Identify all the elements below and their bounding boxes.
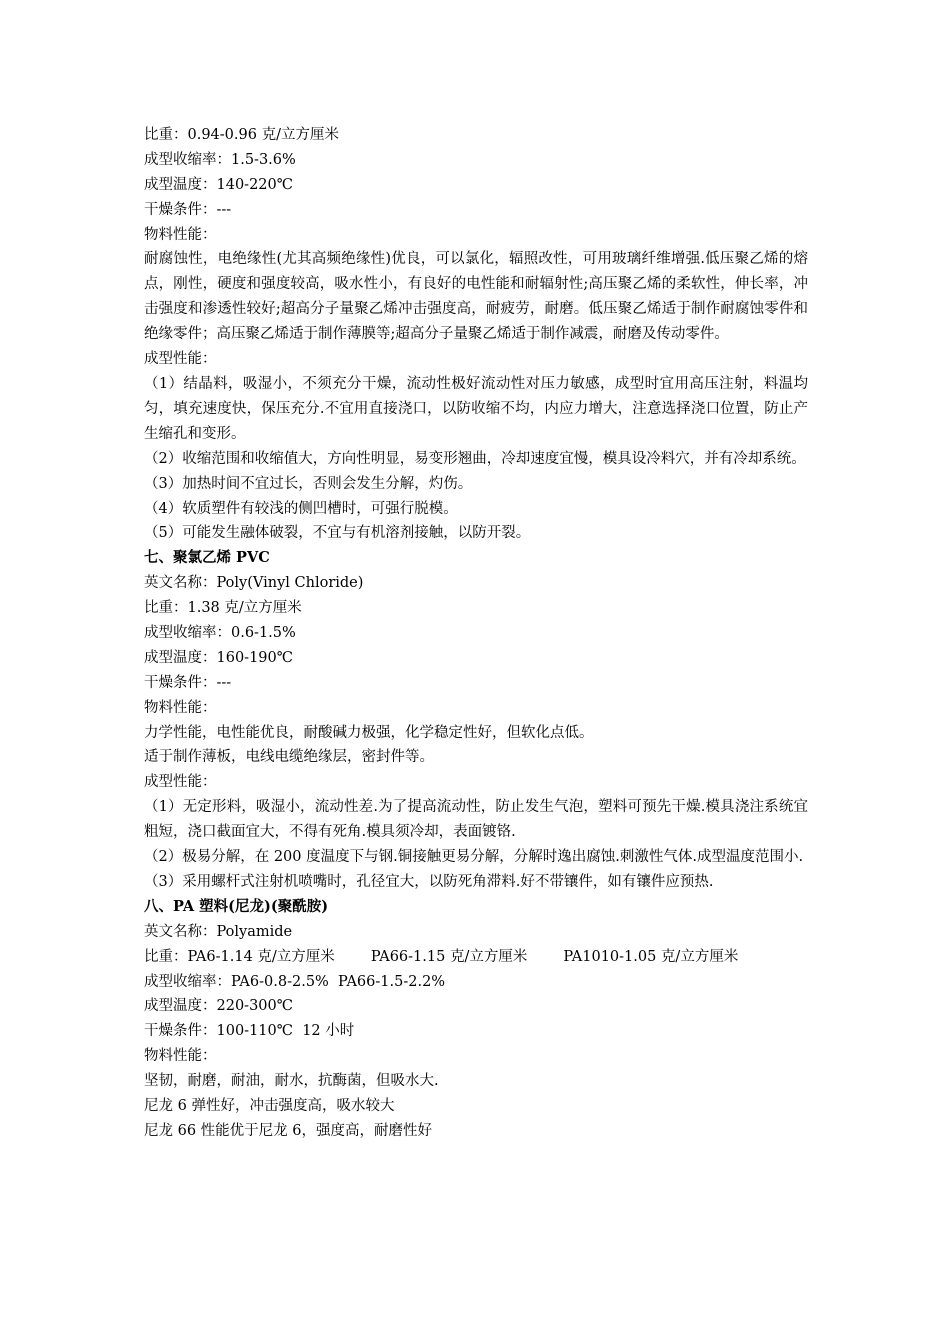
pe-molding-item-2: （2）收缩范围和收缩值大，方向性明显，易变形翘曲，冷却速度宜慢，模具设冷料穴，并有冷却系统。 bbox=[144, 450, 806, 467]
pvc-material-label: 物料性能： bbox=[144, 699, 217, 716]
pvc-english-name: 英文名称：Poly(Vinyl Chloride) bbox=[144, 575, 364, 592]
pvc-molding-item-2: （2）极易分解，在 200 度温度下与钢.铜接触更易分解，分解时逸出腐蚀.刺激性气体.成型温度范围小. bbox=[144, 849, 804, 866]
pvc-molding-label: 成型性能： bbox=[144, 774, 217, 791]
pa-shrinkage: 成型收缩率：PA6-0.8-2.5% PA66-1.5-2.2% bbox=[144, 973, 446, 990]
pa-english-name: 英文名称：Polyamide bbox=[144, 923, 293, 940]
pa-density-pa66: PA66-1.15 克/立方厘米 bbox=[370, 948, 528, 965]
pvc-density: 比重：1.38 克/立方厘米 bbox=[144, 600, 302, 617]
pa-density-pa6: PA6-1.14 克/立方厘米 bbox=[187, 948, 335, 965]
pa-material-line-2: 尼龙 6 弹性好，冲击强度高，吸水较大 bbox=[144, 1097, 395, 1114]
pe-material-label: 物料性能： bbox=[144, 226, 217, 243]
pe-drying: 干燥条件：--- bbox=[144, 201, 232, 218]
pa-drying: 干燥条件：100-110℃ 12 小时 bbox=[144, 1023, 355, 1040]
pe-molding-item-1: （1）结晶料，吸湿小，不须充分干燥，流动性极好流动性对压力敏感，成型时宜用高压注射，料温均匀，填充速度快，保压充分.不宜用直接浇口，以防收缩不均，内应力增大，注意选择浇口位置，防止产生缩孔和变形。 bbox=[144, 375, 808, 442]
pa-density-label: 比重： bbox=[144, 948, 188, 965]
pe-molding-item-3: （3）加热时间不宜过长，否则会发生分解，灼伤。 bbox=[144, 475, 473, 492]
document-page bbox=[144, 123, 808, 1144]
pvc-material-line-2: 适于制作薄板，电线电缆绝缘层，密封件等。 bbox=[144, 749, 434, 766]
pe-temperature: 成型温度：140-220℃ bbox=[144, 176, 293, 193]
pvc-molding-item-1: （1）无定形料，吸湿小，流动性差.为了提高流动性，防止发生气泡，塑料可预先干燥.模具浇注系统宜粗短，浇口截面宜大，不得有死角.模具须冷却，表面镀铬. bbox=[144, 799, 808, 841]
pa-heading: 八、PA 塑料(尼龙)(聚酰胺) bbox=[144, 897, 329, 915]
pa-material-label: 物料性能： bbox=[144, 1048, 217, 1065]
pa-density bbox=[144, 945, 808, 970]
pa-material-line-1: 坚韧，耐磨，耐油，耐水，抗酶菌，但吸水大. bbox=[144, 1073, 439, 1090]
pvc-molding-item-3: （3）采用螺杆式注射机喷嘴时，孔径宜大，以防死角滞料.好不带镶件，如有镶件应预热. bbox=[144, 873, 714, 890]
pvc-material-line-1: 力学性能，电性能优良，耐酸碱力极强，化学稳定性好，但软化点低。 bbox=[144, 724, 594, 741]
pa-temperature: 成型温度：220-300℃ bbox=[144, 998, 293, 1015]
pvc-drying: 干燥条件：--- bbox=[144, 674, 232, 691]
pe-material-text: 耐腐蚀性，电绝缘性(尤其高频绝缘性)优良，可以氯化，辐照改性，可用玻璃纤维增强.低压聚乙烯的熔点，刚性，硬度和强度较高，吸水性小，有良好的电性能和耐辐射性;高压聚乙烯的柔软性，伸长率，冲击强度和渗透性较好;超高分子量聚乙烯冲击强度高，耐疲劳，耐磨。低压聚乙烯适于制作耐腐蚀零件和绝缘零件；高压聚乙烯适于制作薄膜等;超高分子量聚乙烯适于制作减震，耐磨及传动零件。 bbox=[144, 251, 808, 343]
pvc-heading: 七、聚氯乙烯 PVC bbox=[144, 549, 270, 567]
pe-density: 比重：0.94-0.96 克/立方厘米 bbox=[144, 127, 339, 143]
pvc-shrinkage: 成型收缩率：0.6-1.5% bbox=[144, 624, 296, 641]
pe-molding-label: 成型性能： bbox=[144, 351, 217, 368]
pa-density-pa1010: PA1010-1.05 克/立方厘米 bbox=[563, 948, 739, 965]
pvc-temperature: 成型温度：160-190℃ bbox=[144, 649, 293, 666]
pe-molding-item-5: （5）可能发生融体破裂，不宜与有机溶剂接触，以防开裂。 bbox=[144, 525, 531, 542]
pa-material-line-3: 尼龙 66 性能优于尼龙 6，强度高，耐磨性好 bbox=[144, 1122, 433, 1139]
pe-molding-item-4: （4）软质塑件有较浅的侧凹槽时，可强行脱模。 bbox=[144, 500, 458, 517]
pe-shrinkage: 成型收缩率：1.5-3.6% bbox=[144, 151, 296, 168]
